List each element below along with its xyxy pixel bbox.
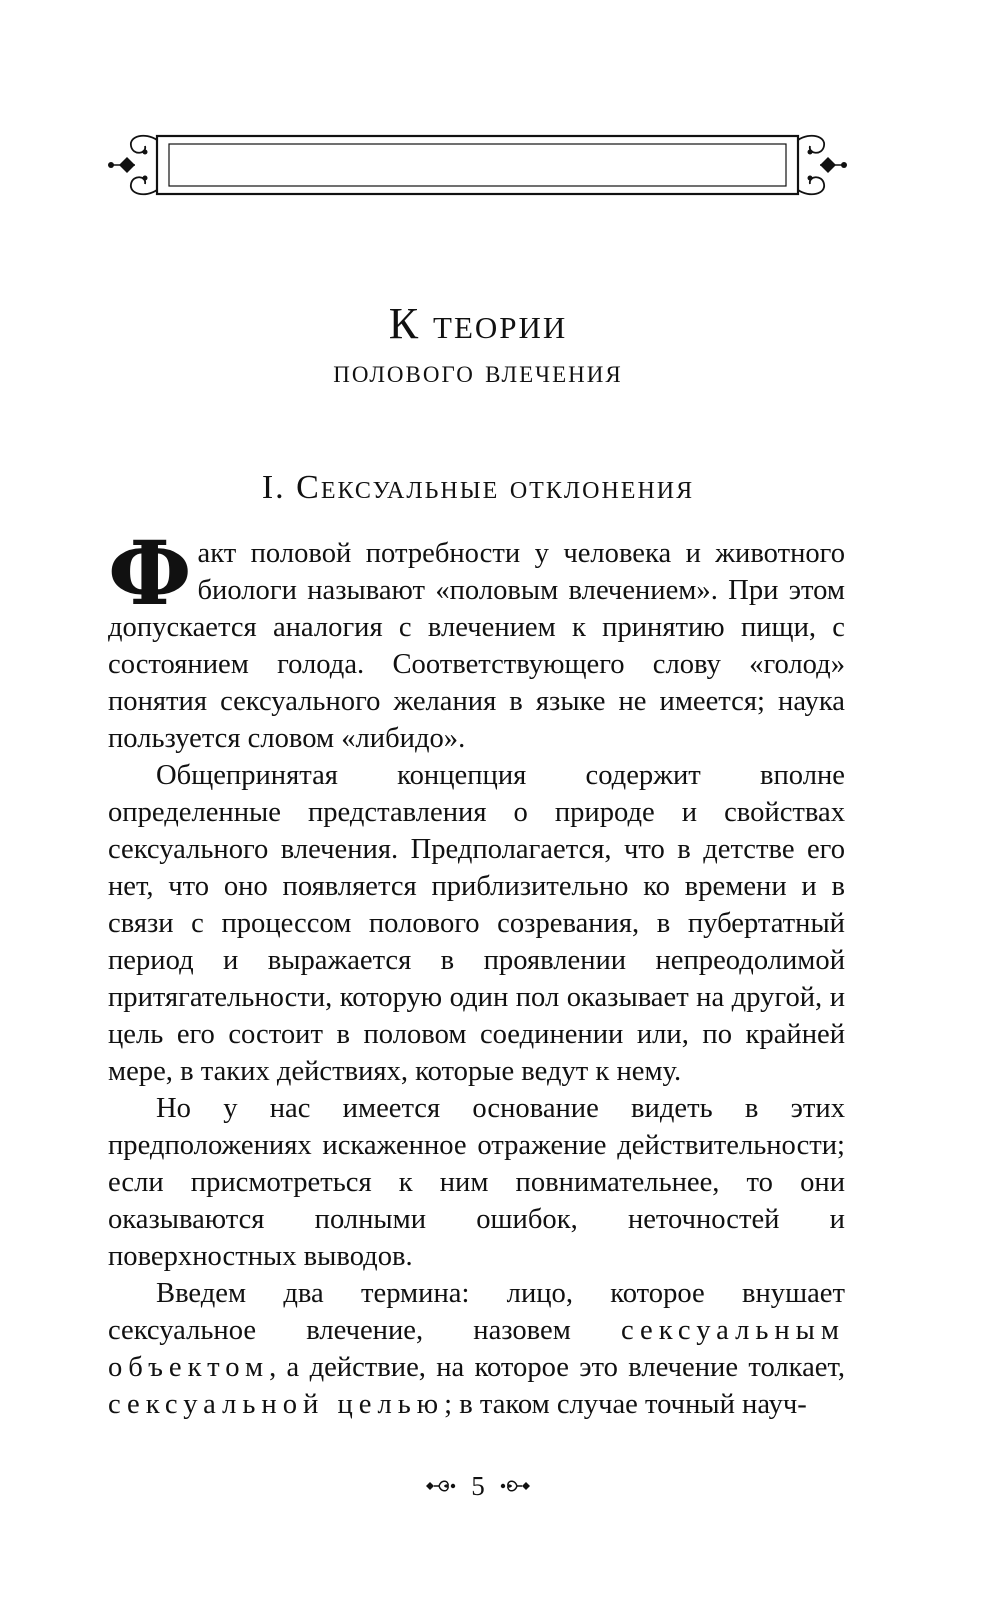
right-folio-ornament-icon xyxy=(497,1478,531,1494)
drop-cap: Ф xyxy=(108,521,192,625)
term-sexual-aim: сексуальной целью xyxy=(108,1389,445,1420)
page-number: 5 xyxy=(471,1470,485,1501)
page-footer xyxy=(0,1466,956,1506)
header-ornament-frame xyxy=(105,130,850,200)
paragraph-4-text-c: ; в таком случае точный науч- xyxy=(444,1389,807,1420)
term-sexual-object: сексуальным объектом xyxy=(108,1315,845,1383)
left-folio-ornament-icon xyxy=(425,1478,459,1494)
paragraph-4 xyxy=(108,1275,845,1423)
paragraph-3: Но у нас имеется основание видеть в этих предположениях искаженное отражение действительности; если присмотреться к ним повнимательнее, то они оказываются полными ошибок, неточностей и поверхностных выводов. xyxy=(108,1093,845,1272)
paragraph-1-text: акт половой потребности у человека и животного биологи называют «половым влечением». При этом допускается аналогия с влечением к принятию пищи, с состоянием голода. Соответствующего слову «голод» понятия сексуального желания в языке не имеется; наука пользуется словом «либидо». xyxy=(108,538,845,754)
paragraph-4-text-b: , а действие, на которое это влечение толкает, xyxy=(269,1352,845,1383)
body-text xyxy=(108,521,845,1423)
chapter-title-line-1: К теории xyxy=(388,299,568,348)
paragraph-4-text-a: Введем два термина: лицо, которое внушает сексуальное влечение, назовем xyxy=(108,1278,845,1346)
paragraph-2: Общепринятая концепция содержит вполне определенные представления о природе и свойствах сексуального влечения. Предполагается, что в детстве его нет, что оно появляется приблизительно ко времени и в связи с процессом полового созревания, в пубертатный период и выражается в проявлении непреодолимой притягательности, которую один пол оказывает на другой, и цель его состоит в половом соединении или, по крайней мере, в таких действиях, которые ведут к нему. xyxy=(108,760,845,1087)
section-title: I. Сексуальные отклонения xyxy=(261,469,695,506)
paragraph-1 xyxy=(108,521,845,757)
chapter-title-line-2: полового влечения xyxy=(333,354,623,390)
